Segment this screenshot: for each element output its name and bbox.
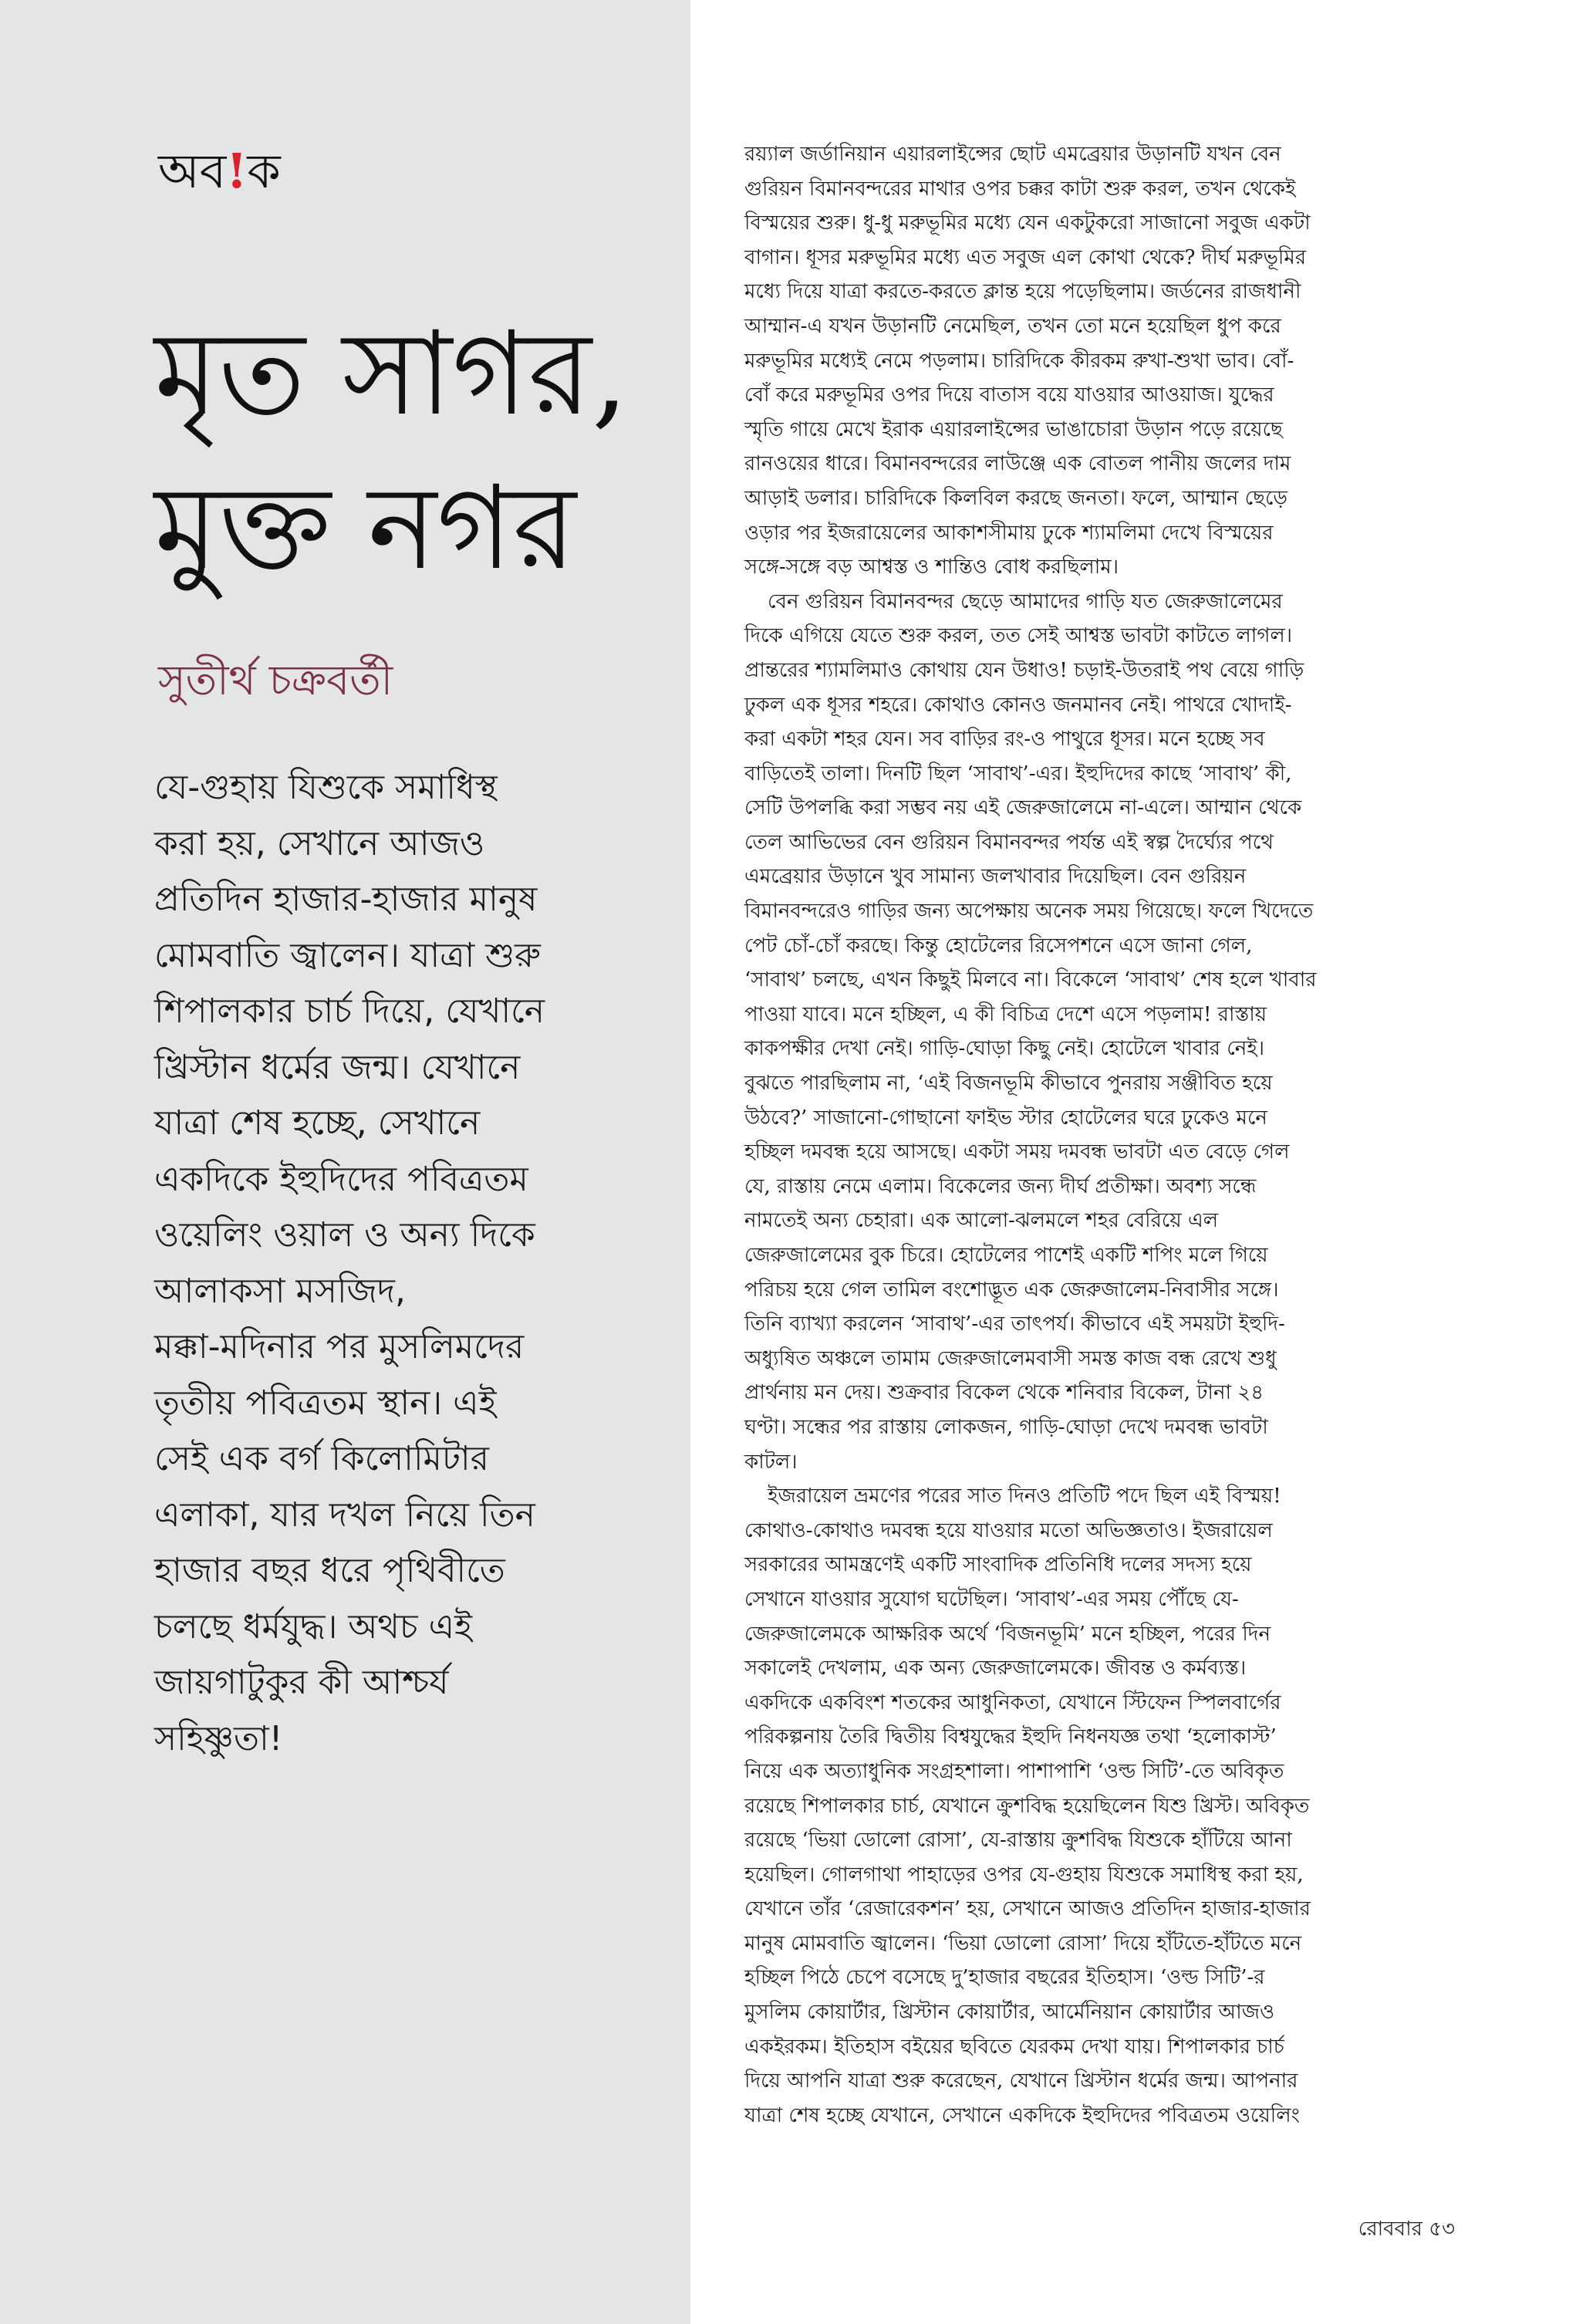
body-line: একদিকে একবিংশ শতকের আধুনিকতা, যেখানে স্টিফেন স্পিলবার্গের <box>744 1691 1281 1714</box>
body-line: রয়েছে ‘ভিয়া ডোলো রোসা’, যে-রাস্তায় ক্রুশবিদ্ধ যিশুকে হাঁটিয়ে আনা <box>744 1829 1292 1853</box>
standfirst-line: আলাকসা মসজিদ, <box>154 1271 407 1311</box>
headline <box>154 297 663 606</box>
standfirst-line: জায়গাটুকুর কী আশ্চর্য <box>154 1663 449 1702</box>
standfirst-line: করা হয়, সেখানে আজও <box>154 823 485 863</box>
standfirst-line: মোমবাতি জ্বালেন। যাত্রা শুরু <box>154 935 541 975</box>
body-line: উঠবে?’ সাজানো-গোছানো ফাইভ স্টার হোটেলের ঘরে ঢুকেও মনে <box>744 1106 1267 1130</box>
body-line: হচ্ছিল দমবন্ধ হয়ে আসছে। একটা সময় দমবন্ধ ভাবটা এত বেড়ে গেল <box>744 1140 1290 1164</box>
body-line: বিস্ময়ের শুরু। ধু-ধু মরুভূমির মধ্যে যেন একটুকরো সাজানো সবুজ একটা <box>744 211 1311 235</box>
body-line: জেরুজালেমের বুক চিরে। হোটেলের পাশেই একটি শপিং মলে গিয়ে <box>744 1244 1268 1267</box>
body-line: যে, রাস্তায় নেমে এলাম। বিকেলের জন্য দীর্ঘ প্রতীক্ষা। অবশ্য সন্ধে <box>744 1174 1257 1198</box>
standfirst-line: খ্রিস্টান ধর্মের জন্ম। যেখানে <box>154 1047 521 1087</box>
body-line: পরিকল্পনায় তৈরি দ্বিতীয় বিশ্বযুদ্ধের ইহুদি নিধনযজ্ঞ তথা ‘হলোকাস্ট’ <box>744 1725 1277 1749</box>
body-line: ঢুকল এক ধূসর শহরে। কোথাও কোনও জনমানব নেই। পাথরে খোদাই- <box>744 693 1292 717</box>
footer-page-number: ৫৩ <box>1429 2218 1455 2241</box>
article-body <box>744 137 1454 2133</box>
body-line: মানুষ মোমবাতি জ্বালেন। ‘ভিয়া ডোলো রোসা’ দিয়ে হাঁটতে-হাঁটতে মনে <box>744 1931 1302 1955</box>
body-line: আড়াই ডলার। চারিদিকে কিলবিল করছে জনতা। ফলে, আম্মান ছেড়ে <box>744 486 1287 510</box>
standfirst-line: প্রতিদিন হাজার-হাজার মানুষ <box>154 880 538 919</box>
body-line: আম্মান-এ যখন উড়ানটি নেমেছিল, তখন তো মনে হয়েছিল ধুপ করে <box>744 314 1281 338</box>
body-line: করা একটা শহর যেন। সব বাড়ির রং-ও পাথুরে ধূসর। মনে হচ্ছে সব <box>744 728 1265 752</box>
standfirst-line: যে-গুহায় যিশুকে সমাধিস্থ <box>154 768 498 807</box>
byline: সুতীর্থ চক্রবর্তী <box>158 656 393 704</box>
body-line: রয়েছে শিপালকার চার্চ, যেখানে ক্রুশবিদ্ধ হয়েছিলেন যিশু খ্রিস্ট। অবিকৃত <box>744 1794 1310 1818</box>
body-line: সেটি উপলব্ধি করা সম্ভব নয় এই জেরুজালেমে না-এলে। আম্মান থেকে <box>744 796 1302 820</box>
standfirst <box>154 760 625 1767</box>
body-line: পরিচয় হয়ে গেল তামিল বংশোদ্ভূত এক জেরুজালেম-নিবাসীর সঙ্গে। <box>744 1278 1279 1302</box>
body-line: মরুভূমির মধ্যেই নেমে পড়লাম। চারিদিকে কীরকম রুখা-শুখা ভাব। বোঁ- <box>744 349 1294 373</box>
body-line: হচ্ছিল পিঠে চেপে বসেছে দু’হাজার বছরের ইতিহাস। ‘ওল্ড সিটি’-র <box>744 1966 1265 1990</box>
body-line: বিমানবন্দরেও গাড়ির জন্য অপেক্ষায় অনেক সময় গিয়েছে। ফলে খিদেতে <box>744 900 1314 924</box>
standfirst-line: যাত্রা শেষ হচ্ছে, সেখানে <box>154 1103 481 1143</box>
body-line: মধ্যে দিয়ে যাত্রা করতে-করতে ক্লান্ত হয়ে পড়েছিলাম। জর্ডনের রাজধানী <box>744 280 1301 304</box>
standfirst-line: চলছে ধর্মযুদ্ধ। অথচ এই <box>154 1606 472 1647</box>
body-line: কোথাও-কোথাও দমবন্ধ হয়ে যাওয়ার মতো অভিজ্ঞতাও। ইজরায়েল <box>744 1518 1273 1542</box>
body-line: স্মৃতি গায়ে মেখে ইরাক এয়ারলাইন্সের ভাঙাচোরা উড়ান পড়ে রয়েছে <box>744 417 1283 441</box>
section-label <box>158 135 281 214</box>
body-line: ঘণ্টা। সন্ধের পর রাস্তায় লোকজন, গাড়ি-ঘোড়া দেখে দমবন্ধ ভাবটা <box>744 1415 1268 1439</box>
section-label-exclamation: ! <box>226 143 248 199</box>
body-line: গুরিয়ন বিমানবন্দরের মাথার ওপর চক্কর কাটা শুরু করল, তখন থেকেই <box>744 177 1296 201</box>
body-line: পেট চোঁ-চোঁ করছে। কিন্তু হোটেলের রিসেপশনে এসে জানা গেল, <box>744 934 1253 958</box>
footer-magazine-name: রোববার <box>1358 2218 1422 2241</box>
body-line: বোঁ করে মরুভূমির ওপর দিয়ে বাতাস বয়ে যাওয়ার আওয়াজ। যুদ্ধের <box>744 383 1274 407</box>
body-line: বাড়িতেই তালা। দিনটি ছিল ‘সাবাথ’-এর। ইহুদিদের কাছে ‘সাবাথ’ কী, <box>744 762 1292 785</box>
page-footer <box>1358 2213 1455 2247</box>
body-line: অধ্যুষিত অঞ্চলে তামাম জেরুজালেমবাসী সমস্ত কাজ বন্ধ রেখে শুধু <box>744 1346 1277 1370</box>
body-line: নিয়ে এক অত্যাধুনিক সংগ্রহশালা। পাশাপাশি ‘ওল্ড সিটি’-তে অবিকৃত <box>744 1759 1284 1783</box>
body-line: মুসলিম কোয়ার্টার, খ্রিস্টান কোয়ার্টার, আর্মেনিয়ান কোয়ার্টার আজও <box>744 2001 1275 2025</box>
body-line: যাত্রা শেষ হচ্ছে যেখানে, সেখানে একদিকে ইহুদিদের পবিত্রতম ওয়েলিং <box>744 2103 1300 2127</box>
standfirst-line: একদিকে ইহুদিদের পবিত্রতম <box>154 1159 528 1199</box>
body-line: এমব্রেয়ার উড়ানে খুব সামান্য জলখাবার দিয়েছিল। বেন গুরিয়ন <box>744 865 1247 889</box>
body-line: বাগান। ধূসর মরুভূমির মধ্যে এত সবুজ এল কোথা থেকে? দীর্ঘ মরুভূমির <box>744 245 1307 269</box>
standfirst-line: সেই এক বর্গ কিলোমিটার <box>154 1439 489 1478</box>
headline-line-2: মুক্ত নগর <box>154 461 577 596</box>
body-line: সঙ্গে-সঙ্গে বড় আশ্বস্ত ও শান্তিও বোধ করছিলাম। <box>744 556 1119 579</box>
body-line: ইজরায়েল ভ্রমণের পরের সাত দিনও প্রতিটি পদে ছিল এই বিস্ময়! <box>768 1485 1281 1508</box>
body-line: একইরকম। ইতিহাস বইয়ের ছবিতে যেরকম দেখা যায়। শিপালকার চার্চ <box>744 2035 1284 2059</box>
body-line: পাওয়া যাবে। মনে হচ্ছিল, এ কী বিচিত্র দেশে এসে পড়লাম! রাস্তায় <box>744 1002 1267 1026</box>
body-line: তিনি ব্যাখ্যা করলেন ‘সাবাথ’-এর তাৎপর্য। কীভাবে এই সময়টা ইহুদি- <box>744 1312 1285 1336</box>
standfirst-line: সহিষ্ণুতা! <box>154 1718 283 1758</box>
standfirst-line: তৃতীয় পবিত্রতম স্থান। এই <box>154 1383 497 1423</box>
body-line: নামতেই অন্য চেহারা। এক আলো-ঝলমলে শহর বেরিয়ে এল <box>744 1209 1219 1233</box>
body-line: সেখানে যাওয়ার সুযোগ ঘটেছিল। ‘সাবাথ’-এর সময় পৌঁছে যে- <box>744 1587 1239 1611</box>
standfirst-line: শিপালকার চার্চ দিয়ে, যেখানে <box>154 991 545 1031</box>
body-line: জেরুজালেমকে আক্ষরিক অর্থে ‘বিজনভূমি’ মনে হচ্ছিল, পরের দিন <box>744 1622 1271 1646</box>
body-line: রানওয়ের ধারে। বিমানবন্দরের লাউঞ্জে এক বোতল পানীয় জলের দাম <box>744 452 1291 476</box>
standfirst-line: ওয়েলিং ওয়াল ও অন্য দিকে <box>154 1215 535 1255</box>
body-line: ‘সাবাথ’ চলছে, এখন কিছুই মিলবে না। বিকেলে ‘সাবাথ’ শেষ হলে খাবার <box>744 968 1317 992</box>
body-line: তেল আভিভের বেন গুরিয়ন বিমানবন্দর পর্যন্ত এই স্বল্প দৈর্ঘ্যের পথে <box>744 830 1274 854</box>
body-line: হয়েছিল। গোলগাথা পাহাড়ের ওপর যে-গুহায় যিশুকে সমাধিস্থ করা হয়, <box>744 1863 1304 1887</box>
body-line: ওড়ার পর ইজরায়েলের আকাশসীমায় ঢুকে শ্যামলিমা দেখে বিস্ময়ের <box>744 521 1274 545</box>
body-line: কাকপক্ষীর দেখা নেই। গাড়ি-ঘোড়া কিছু নেই। হোটেলে খাবার নেই। <box>744 1037 1265 1061</box>
standfirst-line: এলাকা, যার দখল নিয়ে তিন <box>154 1495 535 1535</box>
body-line: সকালেই দেখলাম, এক অন্য জেরুজালেমকে। জীবন্ত ও কর্মব্যস্ত। <box>744 1657 1247 1681</box>
body-line: প্রান্তরের শ্যামলিমাও কোথায় যেন উধাও! চড়াই-উতরাই পথ বেয়ে গাড়ি <box>744 658 1304 682</box>
body-line: বুঝতে পারছিলাম না, ‘এই বিজনভূমি কীভাবে পুনরায় সঞ্জীবিত হয়ে <box>744 1072 1273 1096</box>
body-line: প্রার্থনায় মন দেয়। শুক্রবার বিকেল থেকে শনিবার বিকেল, টানা ২৪ <box>744 1381 1264 1405</box>
section-label-prefix: অব <box>158 143 227 199</box>
body-line: দিকে এগিয়ে যেতে শুরু করল, তত সেই আশ্বস্ত ভাবটা কাটতে লাগল। <box>744 624 1293 648</box>
standfirst-line: মক্কা-মদিনার পর মুসলিমদের <box>154 1327 525 1366</box>
section-label-suffix: ক <box>247 143 281 199</box>
body-line: রয়্যাল জর্ডানিয়ান এয়ারলাইন্সের ছোট এমব্রেয়ার উড়ানটি যখন বেন <box>744 143 1281 166</box>
body-line: দিয়ে আপনি যাত্রা শুরু করেছেন, যেখানে খ্রিস্টান ধর্মের জন্ম। আপনার <box>744 2069 1298 2093</box>
body-line: যেখানে তাঁর ‘রেজারেকশন’ হয়, সেখানে আজও প্রতিদিন হাজার-হাজার <box>744 1897 1311 1921</box>
body-line: সরকারের আমন্ত্রণেই একটি সাংবাদিক প্রতিনিধি দলের সদস্য হয়ে <box>744 1553 1252 1577</box>
headline-line-1: মৃত সাগর, <box>154 307 629 441</box>
standfirst-line: হাজার বছর ধরে পৃথিবীতে <box>154 1551 505 1590</box>
left-panel <box>0 0 690 2324</box>
body-line: বেন গুরিয়ন বিমানবন্দর ছেড়ে আমাদের গাড়ি যত জেরুজালেমের <box>768 589 1283 613</box>
body-line: কাটল। <box>744 1450 798 1474</box>
